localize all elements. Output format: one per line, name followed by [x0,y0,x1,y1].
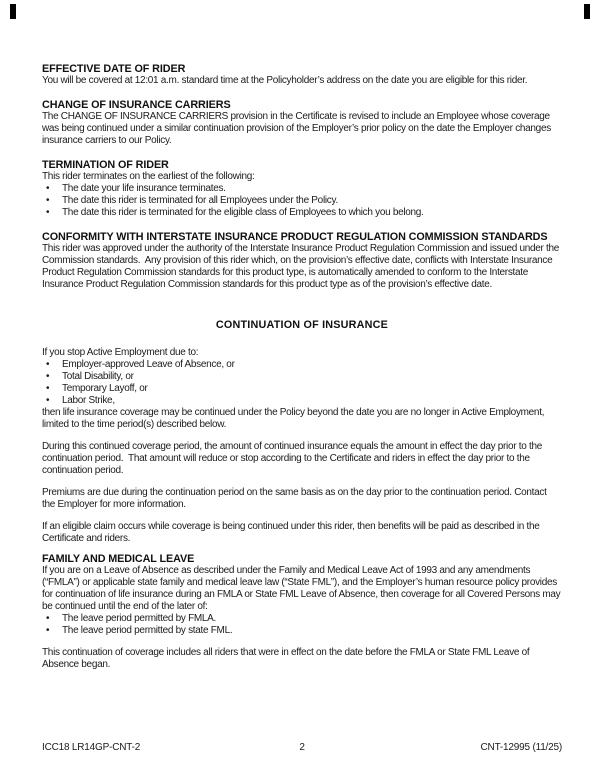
paragraph: If an eligible claim occurs while coverage is being continued under this rider, then benefits will be paid as described in the Certificate and riders. [42,521,542,544]
list-item: • Total Disability, or [42,371,562,383]
footer-page-number: 2 [299,742,305,753]
paragraph: If you are on a Leave of Absence as described under the Family and Medical Leave Act of 1993 and any amendments (“FMLA”) or applicable state family and medical leave law (“State FML”), and the Employer’s human resource policy provides for continuation of life insurance during an FMLA or State FML Leave of Absence, then coverage for all Covered Persons may be continued until the end of the later of: [42,565,563,612]
section-heading: TERMINATION OF RIDER [42,159,169,171]
scan-registration-mark-top-left [10,4,16,19]
section-heading: EFFECTIVE DATE OF RIDER [42,63,186,75]
page-footer [42,742,562,754]
list-item: • The leave period permitted by state FML. [42,625,562,637]
list-item: • The date this rider is terminated for the eligible class of Employees to which you belong. [42,207,562,219]
section-heading: FAMILY AND MEDICAL LEAVE [42,553,195,565]
bullet-list [42,183,562,219]
section-effective-date-of-rider [42,63,562,87]
section-heading: CONFORMITY WITH INTERSTATE INSURANCE PRODUCT REGULATION COMMISSION STANDARDS [42,231,548,243]
paragraph: During this continued coverage period, the amount of continued insurance equals the amount in effect the day prior to the continuation period. That amount will reduce or stop according to the Certificate and riders in effect the day prior to the continuation period. [42,441,545,476]
section-change-of-insurance-carriers [42,99,562,147]
list-item: • The leave period permitted by FMLA. [42,613,562,625]
list-item: • Labor Strike, [42,395,562,407]
section-continuation-of-insurance [42,319,562,545]
paragraph: If you stop Active Employment due to: [42,347,199,358]
paragraph: This rider terminates on the earliest of the following: [42,171,255,182]
paragraph: This rider was approved under the authority of the Interstate Insurance Product Regulation Commission and issued under the Commission standards. Any provision of this rider which, on the provision’s effective date, conflicts with Interstate Insurance Product Regulation Commission standards for this product type, is automatically amended to conform to the Interstate Insurance Product Regulation Commission standards for this product type as of the provision’s effective date. [42,243,562,290]
list-item: • The date your life insurance terminates. [42,183,562,195]
list-item: • The date this rider is terminated for all Employees under the Policy. [42,195,562,207]
bullet-list [42,359,562,407]
scan-registration-mark-top-right [584,4,590,19]
document-content [42,63,562,671]
paragraph: You will be covered at 12:01 a.m. standard time at the Policyholder’s address on the date you are eligible for this rider. [42,75,528,86]
paragraph: This continuation of coverage includes all riders that were in effect on the date before the FMLA or State FML Leave of Absence began. [42,647,532,670]
bullet-list [42,613,562,637]
paragraph: The CHANGE OF INSURANCE CARRIERS provision in the Certificate is revised to include an Employee whose coverage was being continued under a similar continuation provision of the Employer’s prior policy on the date the Employer changes insurance carriers to our Policy. [42,111,554,146]
section-heading: CHANGE OF INSURANCE CARRIERS [42,99,231,111]
footer-form-number: ICC18 LR14GP-CNT-2 [42,742,141,753]
paragraph: then life insurance coverage may be continued under the Policy beyond the date you are no longer in Active Employment, limited to the time period(s) described below. [42,407,547,430]
section-family-and-medical-leave [42,553,562,671]
footer-doc-code: CNT-12995 (11/25) [480,742,562,753]
list-item: • Employer-approved Leave of Absence, or [42,359,562,371]
section-termination-of-rider [42,159,562,219]
page-title: CONTINUATION OF INSURANCE [215,319,389,331]
list-item: • Temporary Layoff, or [42,383,562,395]
section-conformity-standards [42,231,562,291]
paragraph: Premiums are due during the continuation period on the same basis as on the day prior to the continuation period. Contact the Employer for more information. [42,487,550,510]
